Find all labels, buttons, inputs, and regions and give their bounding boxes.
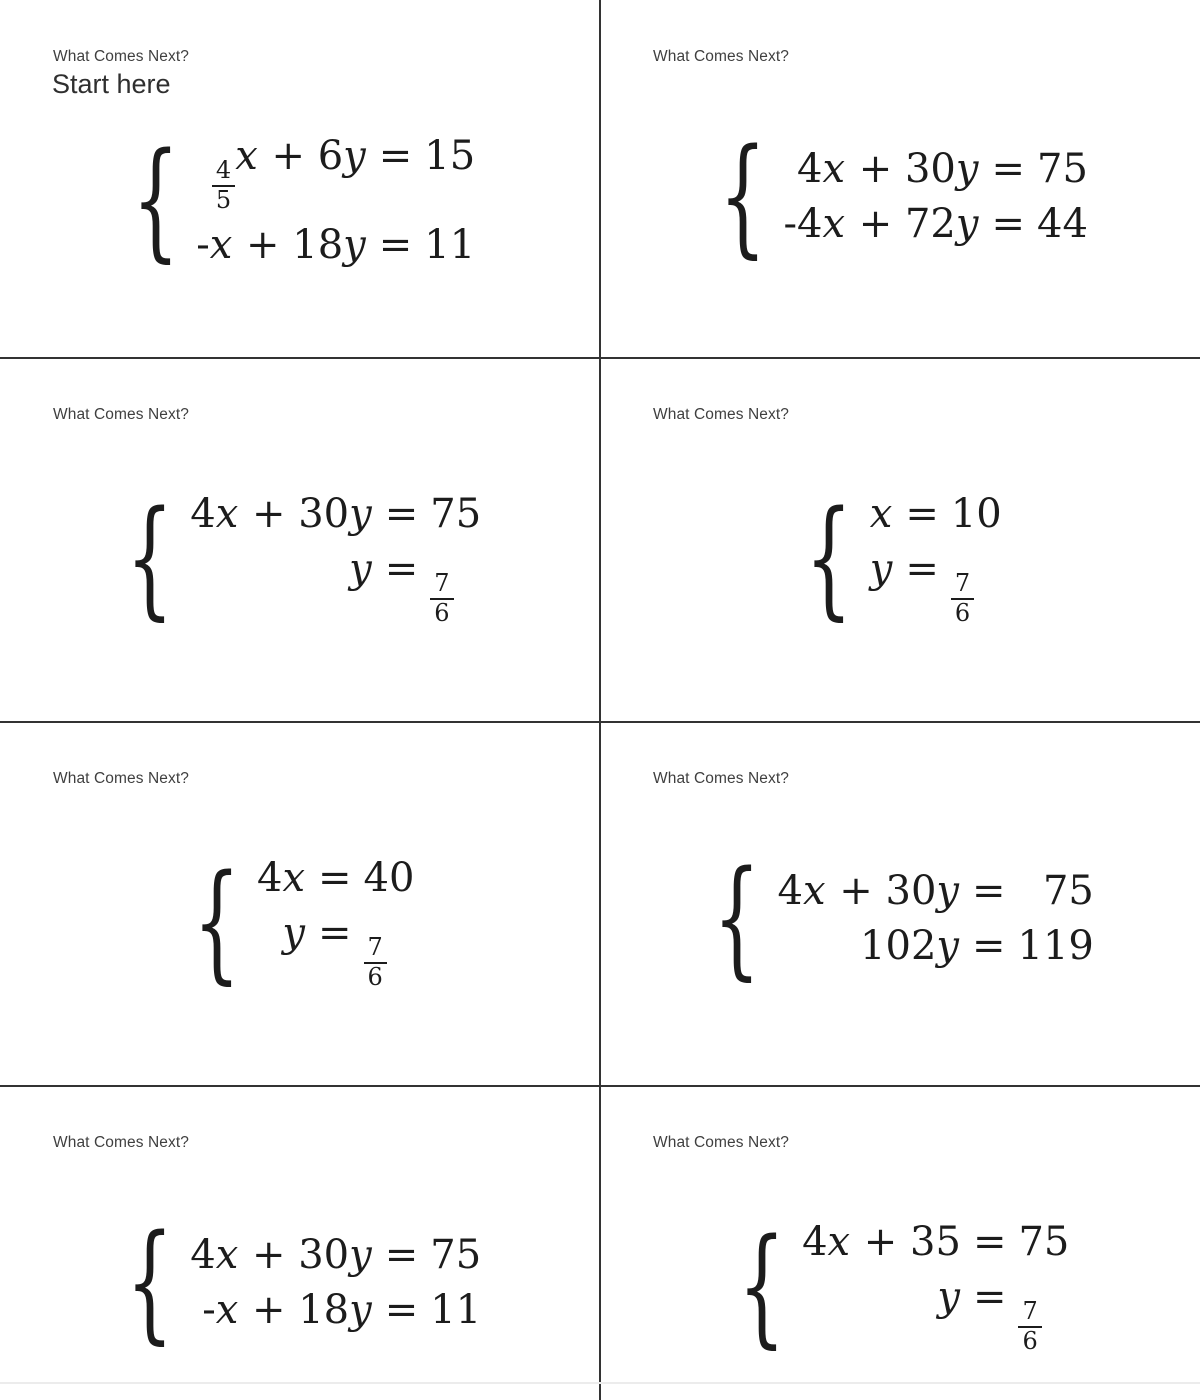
math-variable: x	[235, 133, 258, 179]
equation-system	[0, 484, 600, 634]
fraction-numerator: 7	[1018, 1298, 1041, 1328]
equation-system	[0, 126, 600, 276]
equals-sign: =	[384, 1287, 419, 1333]
math-text: 4	[777, 867, 803, 914]
math-text: 35	[910, 1219, 961, 1265]
equation-system	[600, 844, 1200, 993]
math-text: 40	[363, 855, 415, 901]
fraction	[364, 934, 387, 991]
equation-system	[600, 1212, 1200, 1362]
equation-rhs	[430, 1232, 481, 1279]
horizontal-divider	[0, 357, 1200, 359]
flashcard	[0, 358, 600, 722]
math-text: 75	[1042, 867, 1094, 914]
equation-rhs	[430, 491, 481, 538]
equals-sign: =	[905, 491, 939, 537]
math-text: 75	[430, 1231, 482, 1278]
math-text: 75	[1018, 1219, 1070, 1265]
equation-lhs	[202, 1287, 373, 1334]
equation-rhs	[364, 910, 387, 991]
equation-lhs	[190, 491, 372, 538]
system-brace: {	[719, 122, 767, 271]
equals-sign: =	[991, 201, 1026, 247]
math-text: -4	[783, 201, 823, 247]
math-text: +	[846, 201, 905, 247]
math-text: +	[851, 1219, 911, 1265]
horizontal-divider-faint	[0, 1382, 1200, 1384]
math-variable: y	[936, 867, 960, 914]
equation-lhs	[802, 1219, 961, 1266]
math-text: +	[846, 145, 905, 192]
equals-sign: =	[384, 1231, 419, 1278]
system-brace: {	[805, 484, 853, 634]
flashcard	[600, 358, 1200, 722]
equation-rhs	[364, 855, 415, 902]
equation-rows	[778, 868, 1094, 970]
fraction-denominator: 6	[1022, 1327, 1038, 1356]
math-variable: x	[282, 855, 306, 901]
equation-lhs	[190, 1232, 372, 1279]
equation-rows	[196, 133, 475, 269]
math-text: +	[239, 1231, 299, 1278]
math-text: +	[239, 1287, 299, 1333]
equation-rhs	[1037, 146, 1088, 193]
math-text: 75	[1037, 145, 1088, 192]
math-text: 6	[317, 133, 344, 179]
math-variable: x	[209, 221, 233, 268]
math-text: 30	[298, 491, 350, 537]
equation-system	[600, 484, 1200, 634]
math-variable: y	[349, 546, 372, 593]
card-header-label: What Comes Next?	[53, 48, 189, 65]
math-text: 4	[190, 1231, 216, 1278]
math-variable: y	[349, 1287, 372, 1333]
equation-lhs	[937, 1274, 961, 1321]
math-variable: y	[936, 923, 960, 969]
equation-rhs	[1018, 1274, 1041, 1355]
fraction-denominator: 6	[434, 599, 450, 628]
equation-lhs	[212, 133, 367, 214]
flashcard	[0, 1086, 600, 1400]
system-brace: {	[125, 484, 174, 634]
equation-rhs	[951, 491, 1002, 538]
fraction-numerator: 7	[430, 570, 453, 600]
equation-rows	[784, 146, 1088, 248]
equals-sign: =	[905, 546, 939, 593]
flashcard	[600, 1086, 1200, 1400]
math-variable: x	[827, 1219, 851, 1265]
equation-lhs	[282, 910, 306, 957]
equals-sign: =	[972, 1274, 1007, 1321]
card-header-label: What Comes Next?	[653, 1134, 789, 1151]
equals-sign: =	[384, 491, 419, 537]
equation-system	[600, 122, 1200, 271]
horizontal-divider	[0, 1085, 1200, 1087]
card-header-label: What Comes Next?	[53, 770, 189, 787]
math-variable: y	[869, 546, 893, 593]
equation-lhs	[797, 146, 979, 193]
card-header-label: What Comes Next?	[653, 48, 789, 65]
fraction-denominator: 6	[954, 599, 971, 628]
equation-rhs	[430, 546, 453, 627]
equation-rhs	[424, 133, 475, 180]
math-variable: y	[343, 221, 366, 268]
math-text: 72	[904, 201, 956, 247]
system-brace: {	[125, 1208, 174, 1357]
system-brace: {	[192, 848, 240, 998]
equation-lhs	[196, 222, 367, 269]
card-subheader-label: Start here	[52, 69, 171, 99]
math-text: 44	[1037, 201, 1088, 247]
fraction	[951, 570, 974, 627]
fraction	[430, 570, 453, 627]
math-text: 4	[190, 491, 216, 537]
equation-rows	[190, 491, 481, 627]
card-header-label: What Comes Next?	[653, 770, 789, 787]
math-variable: x	[822, 145, 846, 192]
math-text: 30	[298, 1231, 350, 1278]
equals-sign: =	[318, 910, 352, 957]
math-text: -	[196, 221, 210, 268]
equation-rows	[802, 1219, 1069, 1355]
math-variable: x	[822, 201, 846, 247]
equation-lhs	[784, 201, 980, 248]
equals-sign: =	[972, 867, 1006, 914]
equation-lhs	[870, 546, 894, 593]
equation-system	[0, 848, 600, 998]
math-text: 4	[802, 1219, 828, 1265]
fraction-numerator: 4	[212, 157, 235, 187]
horizontal-divider	[0, 721, 1200, 723]
equation-rhs	[1043, 868, 1094, 915]
equation-rows	[870, 491, 1002, 627]
math-text: 18	[298, 1287, 350, 1333]
equals-sign: =	[384, 546, 419, 593]
math-variable: y	[282, 910, 306, 957]
math-text: 30	[885, 867, 937, 914]
fraction-numerator: 7	[364, 934, 387, 964]
system-brace: {	[737, 1212, 785, 1362]
vertical-divider	[599, 0, 601, 1400]
fraction-numerator: 7	[951, 570, 974, 600]
equation-system	[0, 1208, 600, 1357]
math-variable: y	[343, 133, 366, 179]
equals-sign: =	[972, 923, 1006, 969]
equation-rows	[257, 855, 414, 991]
system-brace: {	[131, 126, 180, 276]
equation-lhs	[870, 491, 894, 538]
math-text: 102	[860, 923, 937, 969]
math-variable: y	[349, 491, 372, 537]
equation-rhs	[951, 546, 974, 627]
flashcard	[0, 0, 600, 358]
math-variable: x	[215, 491, 239, 537]
math-variable: y	[955, 201, 979, 247]
math-text: +	[258, 133, 318, 179]
math-text: +	[239, 491, 299, 537]
flashcard	[600, 722, 1200, 1086]
math-variable: y	[937, 1274, 960, 1321]
equation-rhs	[1018, 1219, 1069, 1266]
math-text: 10	[950, 491, 1002, 537]
card-header-label: What Comes Next?	[53, 1134, 189, 1151]
math-variable: y	[349, 1231, 372, 1278]
math-variable: x	[802, 867, 826, 914]
equals-sign: =	[378, 133, 413, 179]
math-text: 75	[430, 491, 482, 537]
equation-rhs	[1018, 923, 1094, 970]
math-variable: x	[215, 1287, 239, 1333]
equation-rhs	[430, 1287, 481, 1334]
math-text: 119	[1017, 923, 1094, 969]
equals-sign: =	[318, 855, 352, 901]
flashcard	[600, 0, 1200, 358]
math-text: 11	[424, 221, 476, 268]
equation-rhs	[1037, 201, 1088, 248]
math-text: 30	[904, 145, 956, 192]
math-text: +	[826, 867, 886, 914]
fraction	[1018, 1298, 1041, 1355]
equation-lhs	[778, 868, 960, 915]
equals-sign: =	[972, 1219, 1007, 1265]
math-text: 4	[797, 145, 823, 192]
equals-sign: =	[378, 221, 413, 268]
system-brace: {	[713, 844, 761, 993]
math-text: +	[233, 221, 293, 268]
card-header-label: What Comes Next?	[53, 406, 189, 423]
math-text: 11	[430, 1287, 482, 1333]
math-variable: x	[215, 1231, 239, 1278]
math-text: 18	[292, 221, 344, 268]
equation-rhs	[424, 222, 475, 269]
equation-lhs	[349, 546, 373, 593]
math-variable: y	[955, 145, 979, 192]
fraction-denominator: 5	[215, 185, 232, 214]
equation-lhs	[860, 923, 960, 970]
equation-rows	[190, 1232, 481, 1334]
fraction-denominator: 6	[367, 963, 383, 992]
math-text: 15	[424, 133, 476, 179]
flashcard	[0, 722, 600, 1086]
fraction	[212, 157, 235, 214]
math-variable: x	[869, 491, 893, 537]
equals-sign: =	[991, 145, 1026, 192]
card-header-label: What Comes Next?	[653, 406, 789, 423]
math-text: 4	[257, 855, 283, 901]
equation-lhs	[257, 855, 306, 902]
math-text: -	[202, 1287, 216, 1333]
